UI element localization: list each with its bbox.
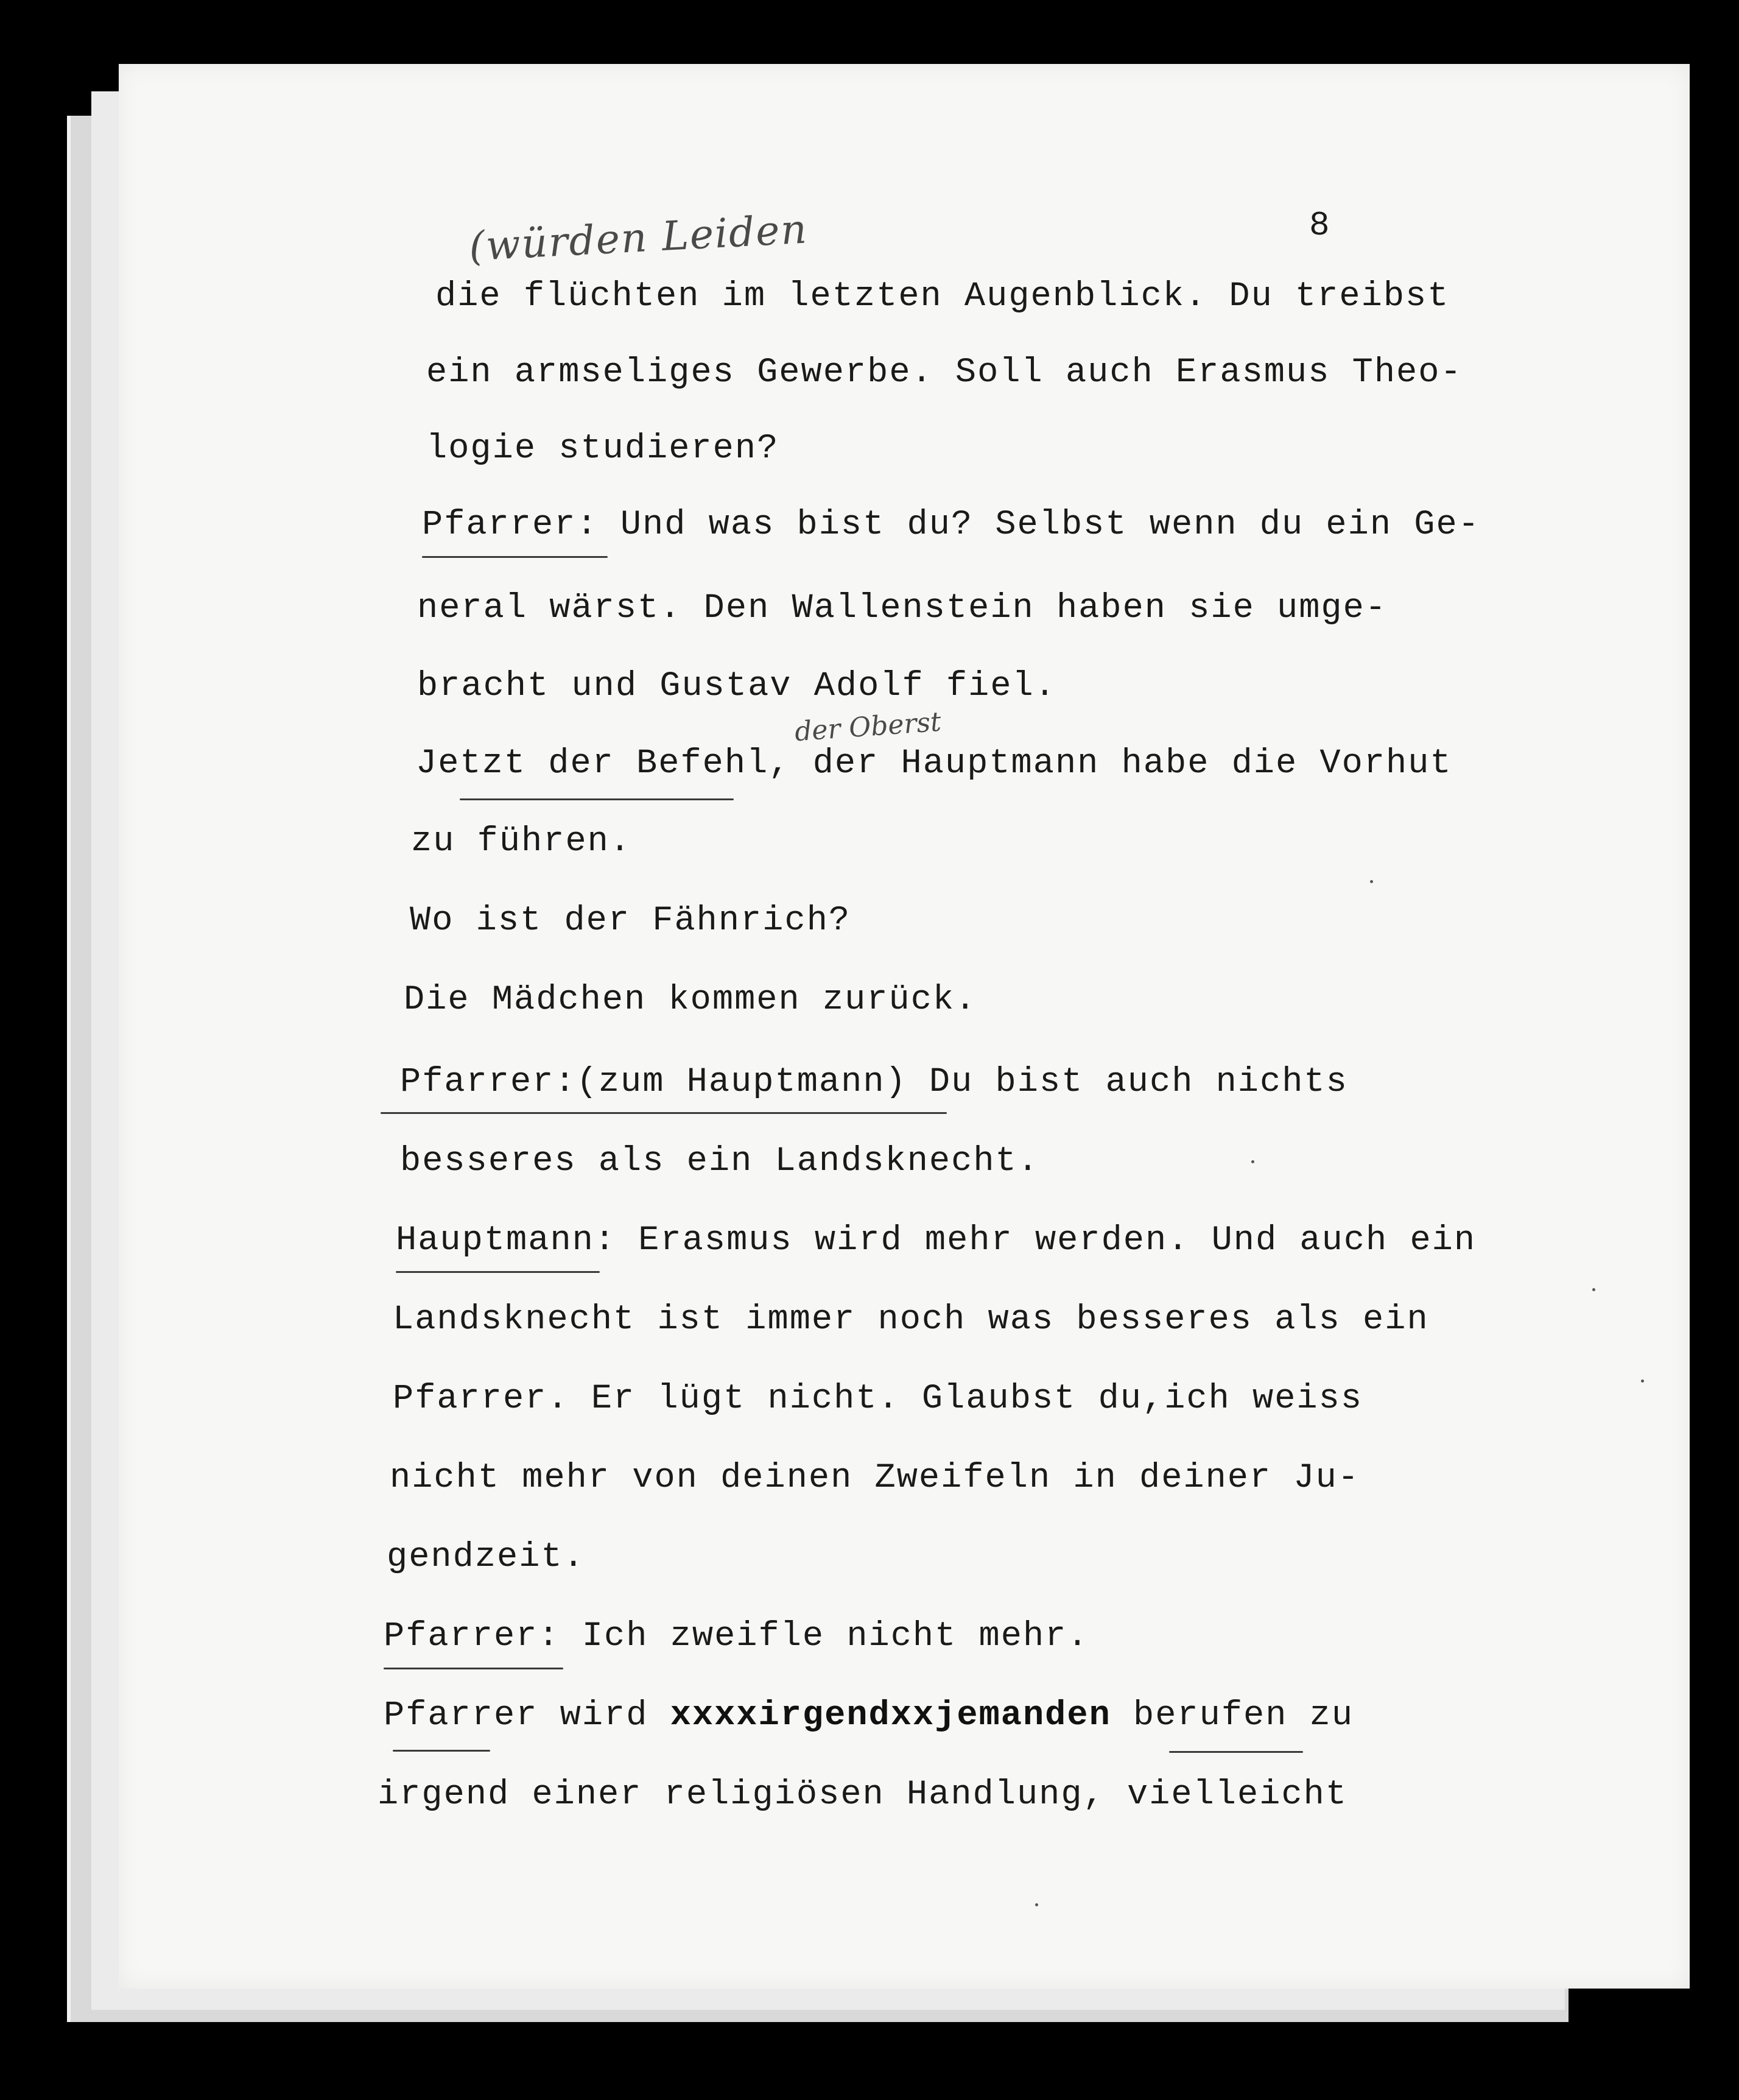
- handwritten-note-insert: der Oberst: [793, 706, 943, 748]
- text-line-6: bracht und Gustav Adolf fiel.: [417, 667, 1056, 706]
- text-line-3: logie studieren?: [426, 429, 779, 468]
- text-line-5: neral wärst. Den Wallenstein haben sie umge-: [417, 589, 1388, 628]
- paper-speck: [1035, 1903, 1038, 1906]
- paper-speck: [1251, 1160, 1254, 1163]
- paper-speck: [1370, 880, 1373, 883]
- text-line-20: irgend einer religiösen Handlung, vielleicht: [378, 1775, 1348, 1814]
- text-line-1: die flüchten im letzten Augenblick. Du treibst: [435, 277, 1450, 316]
- text-line-18: Pfarrer: Ich zweifle nicht mehr.: [384, 1617, 1089, 1656]
- text-line-14: Landsknecht ist immer noch was besseres als ein: [393, 1300, 1429, 1339]
- struck-out-text: xxxxirgendxxjemanden: [670, 1696, 1111, 1735]
- text-line-10: Die Mädchen kommen zurück.: [404, 981, 977, 1020]
- paper-speck: [1641, 1379, 1644, 1383]
- berufen-underline: [1169, 1751, 1303, 1753]
- paper-speck: [1592, 1288, 1595, 1291]
- text-line-15: Pfarrer. Er lügt nicht. Glaubst du,ich weiss: [393, 1379, 1363, 1418]
- speaker-underline-pfarrer-3: [384, 1668, 563, 1669]
- text-line-8: zu führen.: [411, 822, 632, 861]
- handwritten-note-top: (würden Leiden: [468, 205, 809, 270]
- page-number: 8: [1309, 206, 1330, 245]
- text-line-13: Hauptmann: Erasmus wird mehr werden. Und auch ein: [396, 1221, 1477, 1260]
- text-line-4: Pfarrer: Und was bist du? Selbst wenn du ein Ge-: [422, 506, 1480, 544]
- line-19-end: berufen zu: [1111, 1696, 1354, 1735]
- text-line-16: nicht mehr von deinen Zweifeln in deiner Ju-: [390, 1459, 1360, 1498]
- text-line-17: gendzeit.: [387, 1538, 585, 1577]
- typescript-page: [119, 64, 1690, 1989]
- text-line-19: [384, 1696, 1354, 1735]
- speaker-underline-pfarrer-2: [381, 1112, 947, 1114]
- line-19-start: Pfarrer wird: [384, 1696, 670, 1735]
- text-line-12: besseres als ein Landsknecht.: [400, 1142, 1039, 1181]
- stage-direction-underline: [460, 798, 734, 800]
- text-line-7: Jetzt der Befehl, der Hauptmann habe die Vorhut: [416, 744, 1452, 783]
- speaker-underline-pfarrer-1: [422, 556, 608, 558]
- speaker-underline-hauptmann: [396, 1271, 600, 1273]
- text-line-9: Wo ist der Fähnrich?: [410, 901, 851, 940]
- speaker-underline-pfarrer-4: [393, 1750, 490, 1752]
- text-line-11: Pfarrer:(zum Hauptmann) Du bist auch nichts: [400, 1063, 1348, 1102]
- text-line-2: ein armseliges Gewerbe. Soll auch Erasmus Theo-: [426, 353, 1463, 392]
